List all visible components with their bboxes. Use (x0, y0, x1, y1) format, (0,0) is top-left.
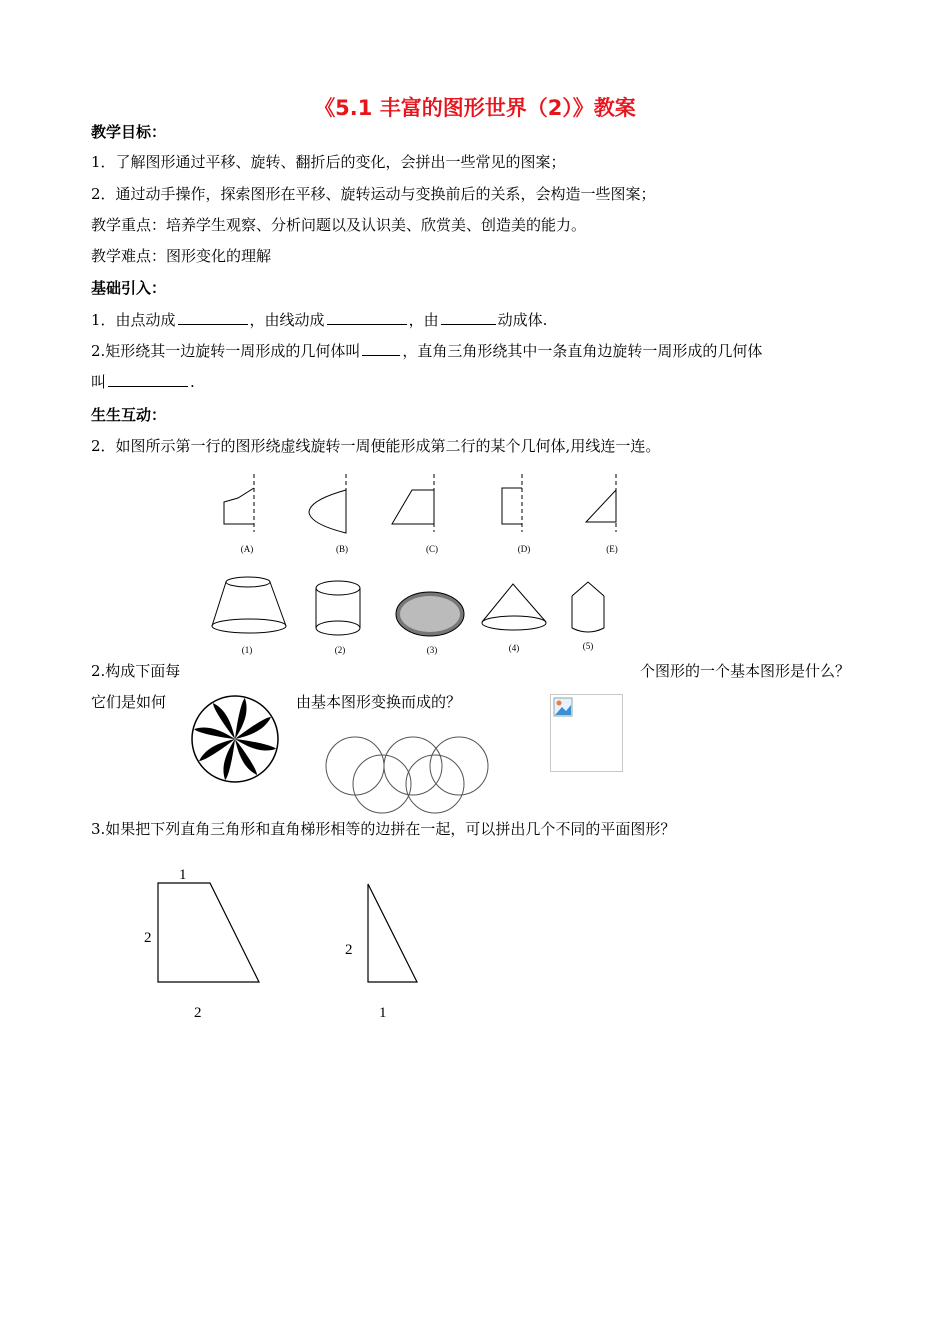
question-3: 3.如果把下列直角三角形和直角梯形相等的边拼在一起，可以拼出几个不同的平面图形？ (91, 820, 676, 838)
answer-blank[interactable] (362, 340, 400, 356)
interaction-heading: 生生互动： (91, 406, 167, 424)
shape-e (586, 490, 616, 522)
question-2b-part-1: 2.构成下面每 (91, 662, 181, 680)
shape-a (224, 488, 254, 524)
goals-heading: 教学目标： (91, 123, 167, 141)
label-5: (5) (582, 641, 594, 651)
goal-item-1: 1．了解图形通过平移、旋转、翻折后的变化，会拼出一些常见的图案； (91, 153, 566, 171)
label-2: (2) (334, 645, 346, 655)
right-trapezoid (158, 883, 259, 982)
label-4: (4) (508, 643, 520, 653)
cylinder-base (316, 621, 360, 635)
label-1: (1) (241, 645, 253, 655)
question-2b-part-2: 个图形的一个基本图形是什么？ (640, 662, 851, 680)
cone-cap (572, 582, 604, 596)
triangle-left-length: 2 (345, 942, 353, 958)
q2-text-b: ，直角三角形绕其中一条直角边旋转一周形成的几何体 (402, 342, 763, 360)
goal-item-2: 2．通过动手操作，探索图形在平移、旋转运动与变换前后的关系，会构造一些图案； (91, 185, 656, 203)
question-2b-part-3: 它们是如何 (91, 693, 167, 711)
shape-b (309, 490, 346, 533)
q1-text-a: 1．由点动成 (91, 311, 176, 329)
label-d: (D) (517, 544, 531, 554)
page-title: 《5.1 丰富的图形世界（2）》教案 (314, 96, 636, 120)
rotation-figure (200, 470, 640, 660)
trapezoid-top-length: 1 (179, 867, 187, 883)
frustum-top (226, 577, 270, 587)
difficulty-point: 教学难点：图形变化的理解 (91, 247, 272, 265)
intro-heading: 基础引入： (91, 279, 167, 297)
interaction-question-2: 2．如图所示第一行的图形绕虚线旋转一周便能形成第二行的某个几何体,用线连一连。 (91, 437, 661, 455)
broken-image-icon (553, 697, 573, 717)
label-3: (3) (426, 645, 438, 655)
intro-question-2 (91, 340, 762, 361)
trapezoid-left-length: 2 (144, 930, 152, 946)
rings-figure (322, 736, 492, 814)
shape-c (392, 490, 434, 524)
q1-text-c: ，由 (408, 311, 439, 329)
frustum-base (212, 619, 286, 633)
cylinder-top (316, 581, 360, 595)
answer-blank[interactable] (178, 309, 248, 325)
q1-text-d: 动成体. (497, 311, 548, 329)
cone-base (482, 616, 546, 630)
answer-blank[interactable] (108, 371, 188, 387)
right-triangle (368, 884, 417, 982)
key-point: 教学重点：培养学生观察、分析问题以及认识美、欣赏美、创造美的能力。 (91, 216, 587, 234)
triangle-bottom-length: 1 (379, 1005, 387, 1021)
trapezoid-bottom-length: 2 (194, 1005, 202, 1021)
q2-text-c: 叫 (91, 373, 107, 391)
shape-d (502, 488, 522, 524)
label-a: (A) (240, 544, 254, 554)
pinwheel-figure (190, 694, 280, 784)
image-placeholder (550, 694, 623, 772)
question-2b-part-4: 由基本图形变换而成的？ (296, 693, 462, 711)
answer-blank[interactable] (327, 309, 407, 325)
intro-question-2-cont (91, 371, 195, 392)
label-b: (B) (336, 544, 348, 554)
label-c: (C) (426, 544, 438, 554)
q1-text-b: ，由线动成 (249, 311, 325, 329)
q2-text-a: 2.矩形绕其一边旋转一周形成的几何体叫 (91, 342, 361, 360)
intro-question-1 (91, 309, 547, 330)
q2-text-d: . (190, 373, 195, 391)
answer-blank[interactable] (441, 309, 496, 325)
shapes-figure (130, 860, 430, 1025)
label-e: (E) (606, 544, 618, 554)
